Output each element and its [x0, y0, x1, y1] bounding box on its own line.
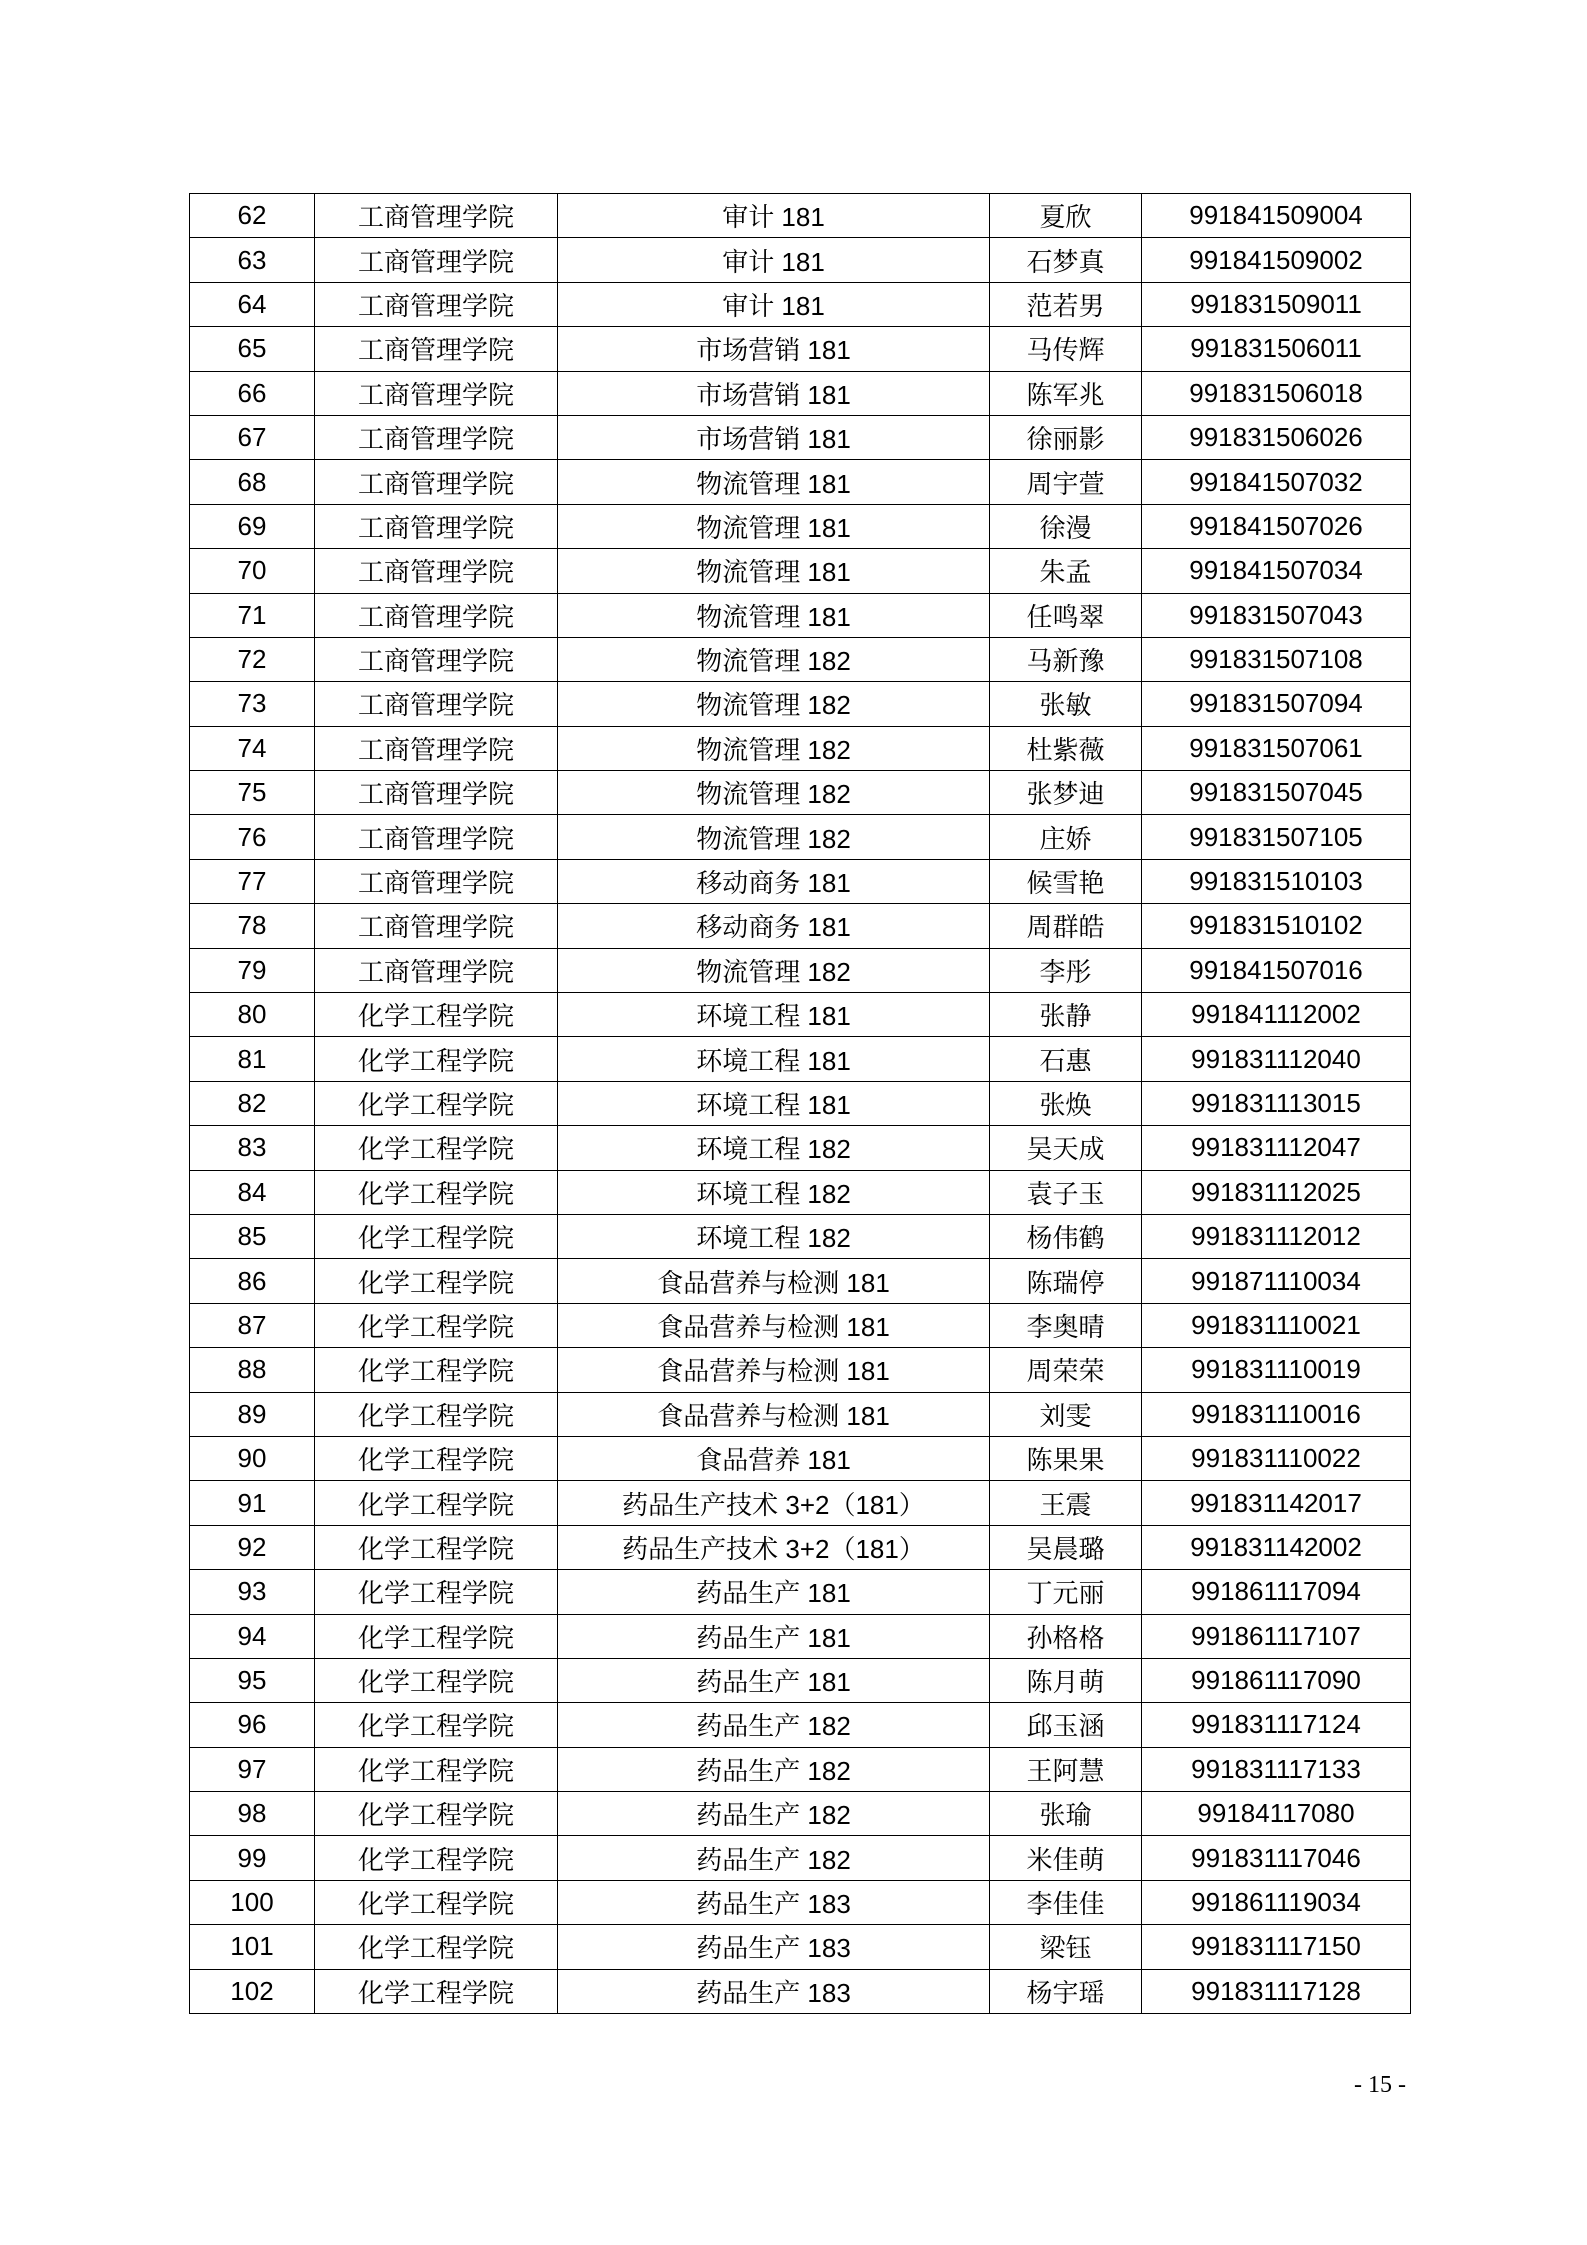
- student-name-cell: 徐丽影: [990, 415, 1142, 459]
- college-cell: 化学工程学院: [315, 1126, 558, 1170]
- class-cell: 药品生产 181: [558, 1570, 990, 1614]
- row-index-cell: 70: [190, 549, 315, 593]
- class-cell: 药品生产 183: [558, 1925, 990, 1969]
- row-index-cell: 86: [190, 1259, 315, 1303]
- table-row: [190, 1170, 1411, 1214]
- class-cell: 物流管理 182: [558, 815, 990, 859]
- college-cell: 工商管理学院: [315, 682, 558, 726]
- college-cell: 化学工程学院: [315, 1614, 558, 1658]
- student-name-cell: 夏欣: [990, 194, 1142, 238]
- table-row: [190, 1214, 1411, 1258]
- class-cell: 物流管理 181: [558, 593, 990, 637]
- row-index-cell: 65: [190, 327, 315, 371]
- college-cell: 工商管理学院: [315, 726, 558, 770]
- table-row: [190, 1925, 1411, 1969]
- college-cell: 工商管理学院: [315, 327, 558, 371]
- row-index-cell: 71: [190, 593, 315, 637]
- student-id-cell: 991831507108: [1142, 637, 1411, 681]
- student-id-cell: 991831117128: [1142, 1969, 1411, 2013]
- student-id-cell: 991831117150: [1142, 1925, 1411, 1969]
- student-id-cell: 991831510102: [1142, 904, 1411, 948]
- table-row: [190, 815, 1411, 859]
- student-id-cell: 99184117080: [1142, 1792, 1411, 1836]
- student-id-cell: 991841509002: [1142, 238, 1411, 282]
- table-row: [190, 637, 1411, 681]
- class-cell: 药品生产 182: [558, 1703, 990, 1747]
- student-id-cell: 991831507045: [1142, 771, 1411, 815]
- class-cell: 物流管理 182: [558, 726, 990, 770]
- student-name-cell: 杨宇瑶: [990, 1969, 1142, 2013]
- college-cell: 工商管理学院: [315, 194, 558, 238]
- row-index-cell: 73: [190, 682, 315, 726]
- student-id-cell: 991831509011: [1142, 282, 1411, 326]
- student-name-cell: 张静: [990, 993, 1142, 1037]
- row-index-cell: 91: [190, 1481, 315, 1525]
- row-index-cell: 95: [190, 1658, 315, 1702]
- student-id-cell: 991831110021: [1142, 1303, 1411, 1347]
- table-row: [190, 1037, 1411, 1081]
- table-row: [190, 371, 1411, 415]
- student-name-cell: 杜紫薇: [990, 726, 1142, 770]
- student-name-cell: 张梦迪: [990, 771, 1142, 815]
- table-row: [190, 948, 1411, 992]
- class-cell: 食品营养与检测 181: [558, 1259, 990, 1303]
- row-index-cell: 92: [190, 1525, 315, 1569]
- student-name-cell: 周群皓: [990, 904, 1142, 948]
- student-id-cell: 991861117090: [1142, 1658, 1411, 1702]
- student-name-cell: 王震: [990, 1481, 1142, 1525]
- table-row: [190, 194, 1411, 238]
- student-id-cell: 991831117124: [1142, 1703, 1411, 1747]
- student-name-cell: 吴晨璐: [990, 1525, 1142, 1569]
- table-row: [190, 1658, 1411, 1702]
- table-row: [190, 1614, 1411, 1658]
- student-roster-table: [189, 193, 1411, 2014]
- class-cell: 药品生产 181: [558, 1658, 990, 1702]
- student-name-cell: 杨伟鹤: [990, 1214, 1142, 1258]
- student-id-cell: 991831507061: [1142, 726, 1411, 770]
- table-row: [190, 1703, 1411, 1747]
- student-name-cell: 王阿慧: [990, 1747, 1142, 1791]
- college-cell: 化学工程学院: [315, 1703, 558, 1747]
- student-id-cell: 991831506026: [1142, 415, 1411, 459]
- college-cell: 化学工程学院: [315, 1792, 558, 1836]
- college-cell: 工商管理学院: [315, 948, 558, 992]
- table-row: [190, 1259, 1411, 1303]
- table-row: [190, 1392, 1411, 1436]
- row-index-cell: 89: [190, 1392, 315, 1436]
- row-index-cell: 69: [190, 504, 315, 548]
- class-cell: 药品生产技术 3+2（181）: [558, 1481, 990, 1525]
- class-cell: 药品生产 182: [558, 1836, 990, 1880]
- student-id-cell: 991841507034: [1142, 549, 1411, 593]
- table-row: [190, 1348, 1411, 1392]
- college-cell: 化学工程学院: [315, 1658, 558, 1702]
- college-cell: 工商管理学院: [315, 815, 558, 859]
- college-cell: 化学工程学院: [315, 1481, 558, 1525]
- college-cell: 工商管理学院: [315, 460, 558, 504]
- class-cell: 物流管理 181: [558, 504, 990, 548]
- college-cell: 化学工程学院: [315, 1747, 558, 1791]
- college-cell: 化学工程学院: [315, 1925, 558, 1969]
- student-name-cell: 张瑜: [990, 1792, 1142, 1836]
- student-id-cell: 991831142002: [1142, 1525, 1411, 1569]
- row-index-cell: 100: [190, 1880, 315, 1924]
- row-index-cell: 63: [190, 238, 315, 282]
- student-name-cell: 孙格格: [990, 1614, 1142, 1658]
- student-name-cell: 张敏: [990, 682, 1142, 726]
- student-name-cell: 张焕: [990, 1081, 1142, 1125]
- college-cell: 化学工程学院: [315, 1836, 558, 1880]
- student-name-cell: 范若男: [990, 282, 1142, 326]
- student-name-cell: 李彤: [990, 948, 1142, 992]
- student-id-cell: 991831110016: [1142, 1392, 1411, 1436]
- row-index-cell: 75: [190, 771, 315, 815]
- student-name-cell: 米佳萌: [990, 1836, 1142, 1880]
- class-cell: 审计 181: [558, 282, 990, 326]
- college-cell: 化学工程学院: [315, 1303, 558, 1347]
- table-row: [190, 238, 1411, 282]
- row-index-cell: 76: [190, 815, 315, 859]
- class-cell: 食品营养与检测 181: [558, 1392, 990, 1436]
- student-name-cell: 袁子玉: [990, 1170, 1142, 1214]
- student-id-cell: 991831506011: [1142, 327, 1411, 371]
- student-id-cell: 991831507043: [1142, 593, 1411, 637]
- college-cell: 工商管理学院: [315, 771, 558, 815]
- class-cell: 物流管理 181: [558, 460, 990, 504]
- row-index-cell: 96: [190, 1703, 315, 1747]
- table-row: [190, 1525, 1411, 1569]
- table-row: [190, 1481, 1411, 1525]
- table-row: [190, 1747, 1411, 1791]
- student-id-cell: 991831510103: [1142, 859, 1411, 903]
- college-cell: 工商管理学院: [315, 415, 558, 459]
- row-index-cell: 64: [190, 282, 315, 326]
- class-cell: 物流管理 182: [558, 682, 990, 726]
- student-id-cell: 991871110034: [1142, 1259, 1411, 1303]
- row-index-cell: 66: [190, 371, 315, 415]
- row-index-cell: 80: [190, 993, 315, 1037]
- student-name-cell: 周荣荣: [990, 1348, 1142, 1392]
- table-row: [190, 904, 1411, 948]
- college-cell: 工商管理学院: [315, 549, 558, 593]
- table-row: [190, 993, 1411, 1037]
- student-id-cell: 991861117094: [1142, 1570, 1411, 1614]
- class-cell: 环境工程 181: [558, 1037, 990, 1081]
- student-name-cell: 李佳佳: [990, 1880, 1142, 1924]
- student-id-cell: 991841507032: [1142, 460, 1411, 504]
- row-index-cell: 90: [190, 1436, 315, 1480]
- table-row: [190, 1303, 1411, 1347]
- student-id-cell: 991831507094: [1142, 682, 1411, 726]
- student-name-cell: 吴天成: [990, 1126, 1142, 1170]
- college-cell: 工商管理学院: [315, 593, 558, 637]
- table-row: [190, 1880, 1411, 1924]
- row-index-cell: 88: [190, 1348, 315, 1392]
- student-name-cell: 李奥晴: [990, 1303, 1142, 1347]
- college-cell: 化学工程学院: [315, 1880, 558, 1924]
- college-cell: 工商管理学院: [315, 282, 558, 326]
- student-name-cell: 陈月萌: [990, 1658, 1142, 1702]
- student-id-cell: 991831117046: [1142, 1836, 1411, 1880]
- college-cell: 化学工程学院: [315, 1170, 558, 1214]
- class-cell: 食品营养 181: [558, 1436, 990, 1480]
- table-row: [190, 1126, 1411, 1170]
- student-name-cell: 陈瑞停: [990, 1259, 1142, 1303]
- table-row: [190, 1792, 1411, 1836]
- row-index-cell: 93: [190, 1570, 315, 1614]
- student-id-cell: 991831110019: [1142, 1348, 1411, 1392]
- row-index-cell: 74: [190, 726, 315, 770]
- student-name-cell: 陈果果: [990, 1436, 1142, 1480]
- student-name-cell: 任鸣翠: [990, 593, 1142, 637]
- college-cell: 化学工程学院: [315, 1525, 558, 1569]
- student-name-cell: 徐漫: [990, 504, 1142, 548]
- student-id-cell: 991841509004: [1142, 194, 1411, 238]
- table-row: [190, 593, 1411, 637]
- student-name-cell: 石惠: [990, 1037, 1142, 1081]
- row-index-cell: 78: [190, 904, 315, 948]
- class-cell: 药品生产 181: [558, 1614, 990, 1658]
- student-id-cell: 991831112040: [1142, 1037, 1411, 1081]
- class-cell: 市场营销 181: [558, 415, 990, 459]
- college-cell: 化学工程学院: [315, 1214, 558, 1258]
- student-name-cell: 马传辉: [990, 327, 1142, 371]
- row-index-cell: 94: [190, 1614, 315, 1658]
- row-index-cell: 87: [190, 1303, 315, 1347]
- table-row: [190, 771, 1411, 815]
- row-index-cell: 77: [190, 859, 315, 903]
- student-name-cell: 庄娇: [990, 815, 1142, 859]
- table-row: [190, 1570, 1411, 1614]
- student-id-cell: 991831110022: [1142, 1436, 1411, 1480]
- class-cell: 环境工程 182: [558, 1170, 990, 1214]
- class-cell: 药品生产技术 3+2（181）: [558, 1525, 990, 1569]
- row-index-cell: 67: [190, 415, 315, 459]
- table-row: [190, 859, 1411, 903]
- page-number: - 15 -: [1354, 2072, 1406, 2098]
- class-cell: 环境工程 182: [558, 1214, 990, 1258]
- student-id-cell: 991831117133: [1142, 1747, 1411, 1791]
- class-cell: 物流管理 181: [558, 549, 990, 593]
- class-cell: 审计 181: [558, 238, 990, 282]
- row-index-cell: 72: [190, 637, 315, 681]
- student-name-cell: 石梦真: [990, 238, 1142, 282]
- student-id-cell: 991831112025: [1142, 1170, 1411, 1214]
- class-cell: 环境工程 182: [558, 1126, 990, 1170]
- student-name-cell: 马新豫: [990, 637, 1142, 681]
- table-row: [190, 327, 1411, 371]
- row-index-cell: 84: [190, 1170, 315, 1214]
- roster-body: [190, 194, 1411, 2014]
- student-name-cell: 梁钰: [990, 1925, 1142, 1969]
- college-cell: 化学工程学院: [315, 1348, 558, 1392]
- college-cell: 化学工程学院: [315, 1969, 558, 2013]
- row-index-cell: 99: [190, 1836, 315, 1880]
- college-cell: 化学工程学院: [315, 1259, 558, 1303]
- row-index-cell: 102: [190, 1969, 315, 2013]
- class-cell: 药品生产 182: [558, 1792, 990, 1836]
- row-index-cell: 81: [190, 1037, 315, 1081]
- row-index-cell: 98: [190, 1792, 315, 1836]
- class-cell: 药品生产 183: [558, 1969, 990, 2013]
- row-index-cell: 79: [190, 948, 315, 992]
- row-index-cell: 97: [190, 1747, 315, 1791]
- college-cell: 工商管理学院: [315, 371, 558, 415]
- college-cell: 工商管理学院: [315, 859, 558, 903]
- student-id-cell: 991841507016: [1142, 948, 1411, 992]
- student-id-cell: 991831113015: [1142, 1081, 1411, 1125]
- row-index-cell: 85: [190, 1214, 315, 1258]
- student-id-cell: 991861117107: [1142, 1614, 1411, 1658]
- college-cell: 化学工程学院: [315, 1436, 558, 1480]
- student-name-cell: 朱孟: [990, 549, 1142, 593]
- college-cell: 化学工程学院: [315, 1081, 558, 1125]
- class-cell: 环境工程 181: [558, 1081, 990, 1125]
- student-id-cell: 991841507026: [1142, 504, 1411, 548]
- student-id-cell: 991831142017: [1142, 1481, 1411, 1525]
- table-row: [190, 1836, 1411, 1880]
- student-name-cell: 候雪艳: [990, 859, 1142, 903]
- class-cell: 药品生产 182: [558, 1747, 990, 1791]
- class-cell: 环境工程 181: [558, 993, 990, 1037]
- table-row: [190, 726, 1411, 770]
- student-name-cell: 陈军兆: [990, 371, 1142, 415]
- table-row: [190, 1081, 1411, 1125]
- class-cell: 审计 181: [558, 194, 990, 238]
- row-index-cell: 62: [190, 194, 315, 238]
- student-id-cell: 991831507105: [1142, 815, 1411, 859]
- table-row: [190, 504, 1411, 548]
- student-name-cell: 邱玉涵: [990, 1703, 1142, 1747]
- student-id-cell: 991831112047: [1142, 1126, 1411, 1170]
- college-cell: 化学工程学院: [315, 1570, 558, 1614]
- class-cell: 移动商务 181: [558, 904, 990, 948]
- class-cell: 市场营销 181: [558, 327, 990, 371]
- college-cell: 工商管理学院: [315, 238, 558, 282]
- class-cell: 市场营销 181: [558, 371, 990, 415]
- college-cell: 工商管理学院: [315, 504, 558, 548]
- table-row: [190, 1436, 1411, 1480]
- table-row: [190, 682, 1411, 726]
- college-cell: 工商管理学院: [315, 637, 558, 681]
- class-cell: 物流管理 182: [558, 771, 990, 815]
- student-id-cell: 991841112002: [1142, 993, 1411, 1037]
- table-row: [190, 1969, 1411, 2013]
- college-cell: 工商管理学院: [315, 904, 558, 948]
- class-cell: 物流管理 182: [558, 948, 990, 992]
- class-cell: 食品营养与检测 181: [558, 1348, 990, 1392]
- row-index-cell: 68: [190, 460, 315, 504]
- class-cell: 物流管理 182: [558, 637, 990, 681]
- row-index-cell: 82: [190, 1081, 315, 1125]
- student-id-cell: 991861119034: [1142, 1880, 1411, 1924]
- college-cell: 化学工程学院: [315, 1037, 558, 1081]
- table-row: [190, 549, 1411, 593]
- table-row: [190, 460, 1411, 504]
- college-cell: 化学工程学院: [315, 993, 558, 1037]
- row-index-cell: 83: [190, 1126, 315, 1170]
- student-name-cell: 周宇萱: [990, 460, 1142, 504]
- table-row: [190, 282, 1411, 326]
- student-name-cell: 刘雯: [990, 1392, 1142, 1436]
- table-row: [190, 415, 1411, 459]
- student-id-cell: 991831506018: [1142, 371, 1411, 415]
- class-cell: 食品营养与检测 181: [558, 1303, 990, 1347]
- class-cell: 移动商务 181: [558, 859, 990, 903]
- row-index-cell: 101: [190, 1925, 315, 1969]
- student-id-cell: 991831112012: [1142, 1214, 1411, 1258]
- student-name-cell: 丁元丽: [990, 1570, 1142, 1614]
- college-cell: 化学工程学院: [315, 1392, 558, 1436]
- class-cell: 药品生产 183: [558, 1880, 990, 1924]
